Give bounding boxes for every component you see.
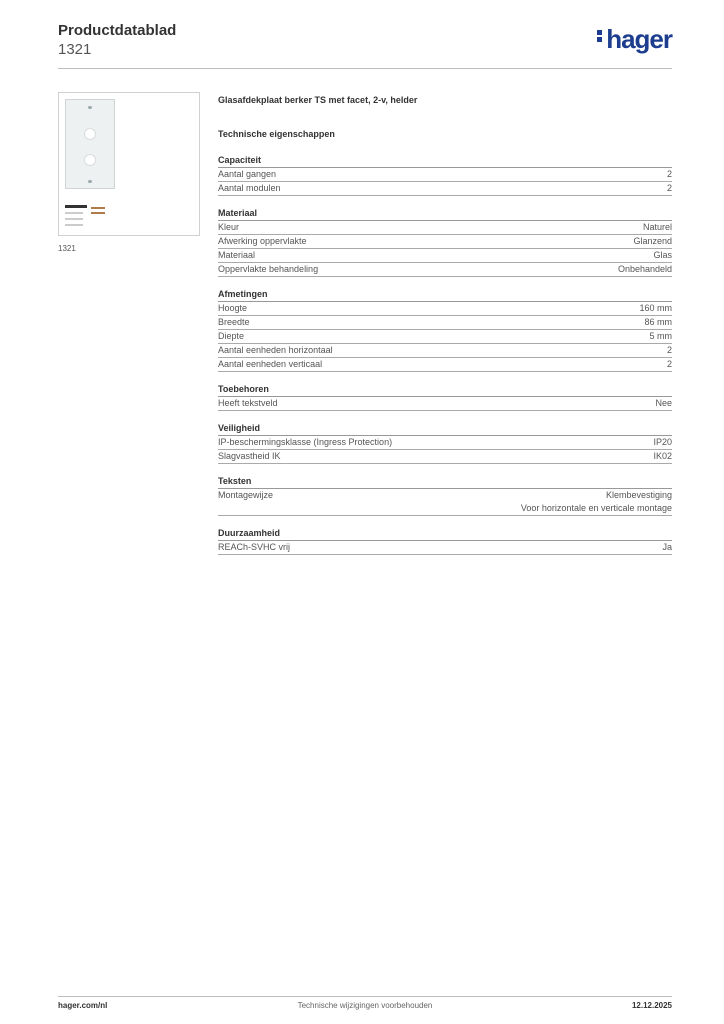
spec-label: Aantal modulen (218, 183, 281, 193)
spec-row (218, 541, 672, 555)
spec-value-line: 2 (666, 359, 672, 369)
spec-value (633, 235, 672, 248)
spec-value-line: Glas (653, 250, 672, 260)
wire-icon (91, 207, 105, 209)
section-title: Materiaal (218, 208, 672, 221)
page-footer (58, 996, 672, 1010)
tech-heading: Technische eigenschappen (218, 129, 335, 139)
spec-section (218, 155, 672, 196)
hager-logo[interactable] (597, 26, 672, 52)
spec-content (218, 95, 672, 555)
spec-label: REACh-SVHC vrij (218, 542, 291, 552)
spec-label: Slagvastheid IK (218, 451, 281, 461)
page-header (58, 20, 672, 68)
product-image (58, 92, 200, 236)
screw-icon (88, 180, 92, 183)
line-icon (65, 218, 83, 220)
spec-label: Hoogte (218, 303, 248, 313)
spec-sections (218, 155, 672, 555)
line-icon (65, 212, 83, 214)
spec-label: Oppervlakte behandeling (218, 264, 319, 274)
spec-value (662, 541, 672, 554)
spec-value (650, 330, 673, 343)
spec-value-line: Nee (655, 398, 672, 408)
spec-value-line: 86 mm (644, 317, 672, 327)
footer-date: 12.12.2025 (631, 1001, 672, 1010)
spec-row (218, 330, 672, 344)
spec-section (218, 208, 672, 277)
spec-value-line: Ja (662, 542, 672, 552)
accessory-illustration (65, 205, 115, 233)
spec-value (653, 249, 672, 262)
header-divider (58, 68, 672, 69)
spec-value-line: 2 (666, 183, 672, 193)
section-title: Duurzaamheid (218, 528, 672, 541)
cover-plate-illustration (65, 99, 115, 189)
spec-value (653, 450, 672, 463)
spec-row (218, 249, 672, 263)
spec-label: Kleur (218, 222, 240, 232)
spec-section (218, 423, 672, 464)
spec-row (218, 302, 672, 316)
spec-row (218, 344, 672, 358)
spec-row (218, 397, 672, 411)
spec-value (521, 489, 672, 515)
spec-value-line: IK02 (653, 451, 672, 461)
page-title: Productdatablad (58, 22, 177, 39)
spec-label: Aantal eenheden verticaal (218, 359, 323, 369)
section-title: Toebehoren (218, 384, 672, 397)
section-title: Afmetingen (218, 289, 672, 302)
spec-value (644, 316, 672, 329)
spec-section (218, 476, 672, 516)
spec-label: Materiaal (218, 250, 256, 260)
spec-row (218, 489, 672, 516)
spec-value (667, 344, 672, 357)
spec-value-line: 5 mm (649, 331, 672, 341)
tool-icon (65, 205, 87, 208)
image-caption: 1321 (58, 244, 76, 253)
product-number: 1321 (58, 41, 92, 58)
spec-section (218, 528, 672, 555)
spec-value (639, 302, 672, 315)
spec-value-line: Onbehandeld (617, 264, 672, 274)
spec-row (218, 436, 672, 450)
spec-row (218, 450, 672, 464)
spec-value-line: Glanzend (633, 236, 672, 246)
spec-value (643, 221, 672, 234)
spec-label: Montagewijze (218, 490, 274, 500)
spec-section (218, 289, 672, 372)
spec-value-line: Klembevestiging (605, 490, 672, 500)
screw-icon (88, 106, 92, 109)
socket-hole-icon (84, 128, 96, 140)
spec-value-line: 2 (666, 169, 672, 179)
spec-label: Aantal gangen (218, 169, 277, 179)
section-title: Teksten (218, 476, 672, 489)
spec-value-line: Naturel (642, 222, 672, 232)
spec-label: IP-beschermingsklasse (Ingress Protection) (218, 437, 393, 447)
spec-value (655, 397, 672, 410)
spec-value-line: Voor horizontale en verticale montage (520, 503, 672, 513)
spec-value (667, 168, 672, 181)
section-title: Veiligheid (218, 423, 672, 436)
spec-row (218, 168, 672, 182)
logo-colon-icon (597, 28, 603, 44)
spec-row (218, 182, 672, 196)
spec-label: Diepte (218, 331, 245, 341)
spec-value (653, 436, 672, 449)
footer-website-link[interactable]: hager.com/nl (58, 1001, 108, 1010)
spec-row (218, 263, 672, 277)
spec-label: Aantal eenheden horizontaal (218, 345, 333, 355)
logo-text: hager (606, 24, 672, 54)
spec-row (218, 316, 672, 330)
spec-label: Breedte (218, 317, 250, 327)
spec-value (618, 263, 672, 276)
spec-value (667, 182, 672, 195)
spec-row (218, 235, 672, 249)
spec-value-line: 160 mm (639, 303, 672, 313)
line-icon (65, 224, 83, 226)
spec-label: Heeft tekstveld (218, 398, 278, 408)
socket-hole-icon (84, 154, 96, 166)
spec-value (667, 358, 672, 371)
product-name: Glasafdekplaat berker TS met facet, 2-v, helder (218, 95, 418, 105)
spec-row (218, 358, 672, 372)
spec-value-line: IP20 (653, 437, 672, 447)
wire-icon (91, 212, 105, 214)
spec-section (218, 384, 672, 411)
footer-disclaimer: Technische wijzigingen voorbehouden (297, 1001, 433, 1010)
spec-row (218, 221, 672, 235)
spec-value-line: 2 (666, 345, 672, 355)
section-title: Capaciteit (218, 155, 672, 168)
spec-label: Afwerking oppervlakte (218, 236, 307, 246)
